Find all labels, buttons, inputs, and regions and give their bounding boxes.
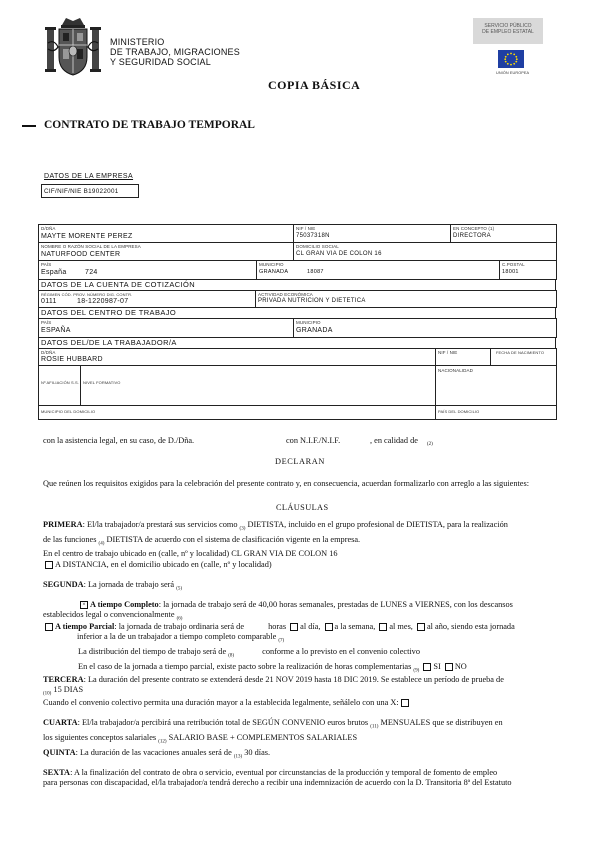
parcial-dia-checkbox[interactable] — [290, 623, 298, 631]
segunda-parcial: A tiempo Parcial: la jornada de trabajo ordinaria será de horas al día, a la semana, al mes, al año, siendo esta jornada inferior a la de un trabajador a tiempo completo comparable $_{(7)}$ — [43, 622, 557, 647]
rep-cp-cell: C.POSTAL 18001 — [502, 262, 525, 275]
rep-nif-cell: NIF / NIE 75037318N — [294, 225, 451, 243]
sepe-logo: SERVICIO PÚBLICO DE EMPLEO ESTATAL — [473, 18, 543, 44]
centro-table — [38, 318, 557, 338]
tercera-convenio: Cuando el convenio colectivo permita una duración mayor a la establecida legalmente, señálelo con una X: — [43, 698, 557, 708]
rep-municipio: GRANADA — [259, 269, 289, 275]
representante-table — [38, 224, 557, 280]
rep-concepto: DIRECTORA — [453, 233, 491, 239]
centro-pais-cell: PAÍS ESPAÑA — [39, 319, 294, 337]
rep-name-cell: D/DÑA MAYTE MORENTE PEREZ — [39, 225, 294, 243]
trab-name-cell: D/DÑA ROSIE HUBBARD — [39, 349, 436, 366]
rep-razon-cell: NOMBRE O RAZÓN SOCIAL DE LA EMPRESA NATURFOOD CENTER — [39, 243, 294, 261]
pacto-si-checkbox[interactable] — [423, 663, 431, 671]
centro-municipio: GRANADA — [296, 327, 333, 334]
cotizacion-actividad: PRIVADA NUTRICION Y DIETETICA — [258, 298, 366, 304]
rep-municipio-code: 18087 — [307, 269, 324, 275]
cif-box — [41, 184, 139, 198]
trab-nif-cell: NIF / NIE — [436, 349, 491, 366]
rep-municipio-cell: MUNICIPIO GRANADA 18087 — [257, 261, 500, 279]
empresa-section-title: DATOS DE LA EMPRESA — [44, 173, 134, 180]
rep-pais-code: 724 — [85, 269, 98, 276]
ministry-name: MINISTERIO DE TRABAJO, MIGRACIONES Y SEGURIDAD SOCIAL — [110, 37, 240, 67]
eu-flag — [498, 50, 524, 68]
pacto-no-checkbox[interactable] — [445, 663, 453, 671]
rep-nif: 75037318N — [296, 233, 330, 239]
declaran-heading: DECLARAN — [275, 457, 325, 466]
centro-municipio-cell: MUNICIPIO GRANADA — [296, 320, 333, 334]
rep-domicilio-cell: DOMICILIO SOCIAL CL GRAN VIA DE COLON 16 — [294, 243, 556, 261]
rep-domicilio: CL GRAN VIA DE COLON 16 — [296, 251, 382, 257]
clausula-cuarta: CUARTA: El/la trabajador/a percibirá una retribución total de SEGÚN CONVENIO euros brutos $_{(11)}$ MENSUALES que se distribuyen en los siguientes conceptos salariales $_{(12)}$ SALARIO BASE + COMPLEMENTOS SALARIALES — [43, 718, 503, 745]
trabajador-section-title: DATOS DEL/DE LA TRABAJADOR/A — [38, 338, 556, 348]
completo-checkbox[interactable]: × — [80, 601, 88, 609]
centro-section-title: DATOS DEL CENTRO DE TRABAJO — [38, 308, 556, 318]
segunda-completo-2: establecidos legal o convencionalmente $_{(6)}$ — [43, 610, 183, 622]
rep-cp: 18001 — [502, 269, 519, 275]
convenio-checkbox[interactable] — [401, 699, 409, 707]
rep-pais: España — [41, 269, 67, 276]
clausula-sexta: SEXTA: A la finalización del contrato de obra o servicio, eventual por circunstancias de la producción y temporal de fomento de empleo para personas con discapacidad, el/la trabajador/a tendrá derecho a recibir una indemnización de acuerdo con la D. Transitoria 8ª del Estatuto — [43, 768, 512, 787]
parcial-mes-checkbox[interactable] — [379, 623, 387, 631]
copy-title: COPIA BÁSICA — [268, 78, 361, 92]
rep-name: MAYTE MORENTE PEREZ — [41, 233, 133, 240]
clausula-primera: PRIMERA: El/la trabajador/a prestará sus servicios como $_{(3)}$ DIETISTA, incluido en el grupo profesional de DIETISTA, para la realización de las funciones $_{(4)}$ DIETISTA de acuerdo con el sistema de clasificación vigente en la empresa. En el centro de trabajo ubicado en (calle, nº y localidad) CL GRAN VIA DE COLON 16 — [43, 520, 508, 559]
parcial-anio-checkbox[interactable] — [417, 623, 425, 631]
cif-value: CIF/NIF/NIE B19022001 — [44, 188, 119, 195]
segunda-completo: × A tiempo Completo: la jornada de trabajo será de 40,00 horas semanales, prestadas de LUNES a VIERNES, con los descansos — [78, 600, 558, 610]
cotizacion-numero: 18-1220987-07 — [77, 298, 129, 305]
cotizacion-ccc-cell: RÉGIMEN CÓD. PROV. NÚMERO DIG. CONTR. 0111 18-1220987-07 — [39, 291, 256, 307]
segunda-distribucion: La distribución del tiempo de trabajo será de $_{(8)}$ conforme a lo previsto en el convenio colectivo En el caso de la jornada a tiempo parcial, existe pacto sobre la realización de horas complementarias $_{(9)}$ SI NO — [78, 647, 467, 674]
trab-pais-cell: PAÍS DEL DOMICILIO — [438, 409, 480, 414]
trab-nivel-cell: NIVEL FORMATIVO — [81, 366, 436, 406]
trab-fecha-cell: FECHA DE NACIMIENTO — [491, 349, 556, 366]
parcial-semana-checkbox[interactable] — [325, 623, 333, 631]
requisitos-paragraph: Que reúnen los requisitos exigidos para la celebración del presente contrato y, en consecuencia, acuerdan formalizarlo con arreglo a las siguientes: — [43, 479, 530, 488]
clausula-quinta: QUINTA: La duración de las vacaciones anuales será de $_{(13)}$ 30 días. — [43, 748, 271, 760]
contract-title: CONTRATO DE TRABAJO TEMPORAL — [44, 119, 255, 131]
clausulas-heading: CLÁUSULAS — [276, 503, 329, 512]
cotizacion-actividad-cell: ACTIVIDAD ECONÓMICA PRIVADA NUTRICION Y DIETETICA — [258, 292, 366, 304]
rep-concepto-cell: EN CONCEPTO (1) DIRECTORA — [451, 225, 556, 243]
rep-pais-cell: PAÍS España 724 — [39, 261, 257, 279]
spain-coat-of-arms — [44, 15, 102, 79]
cotizacion-regimen: 0111 — [41, 298, 57, 305]
trab-nacionalidad-cell: NACIONALIDAD — [436, 366, 556, 406]
primera-distancia: A DISTANCIA, en el domicilio ubicado en (calle, nº y localidad) — [43, 560, 557, 570]
eu-caption: UNIÓN EUROPEA — [496, 71, 530, 75]
centro-pais: ESPAÑA — [41, 327, 71, 334]
cotizacion-table — [38, 290, 557, 308]
clausula-tercera: TERCERA: La duración del presente contrato se extenderá desde 21 NOV 2019 hasta 18 DIC 2019. Se establece un período de prueba de $_{(10)}$ 15 DIAS — [43, 675, 504, 697]
trab-municipio-cell: MUNICIPIO DEL DOMICILIO — [39, 406, 436, 419]
trab-afiliacion-cell: Nº AFILIACIÓN S.S. — [39, 366, 81, 406]
trab-name: ROSIE HUBBARD — [41, 356, 103, 363]
asistencia-line: con la asistencia legal, en su caso, de D./Dña. con N.I.F./N.I.F. , en calidad de (2) — [43, 436, 433, 447]
title-dash — [22, 125, 36, 127]
trabajador-table — [38, 348, 557, 420]
distancia-checkbox[interactable] — [45, 561, 53, 569]
parcial-checkbox[interactable] — [45, 623, 53, 631]
rep-razon: NATURFOOD CENTER — [41, 251, 121, 258]
cotizacion-section-title: DATOS DE LA CUENTA DE COTIZACIÓN — [38, 280, 556, 290]
clausula-segunda: SEGUNDA: La jornada de trabajo será $_{(5)}$ — [43, 580, 183, 592]
